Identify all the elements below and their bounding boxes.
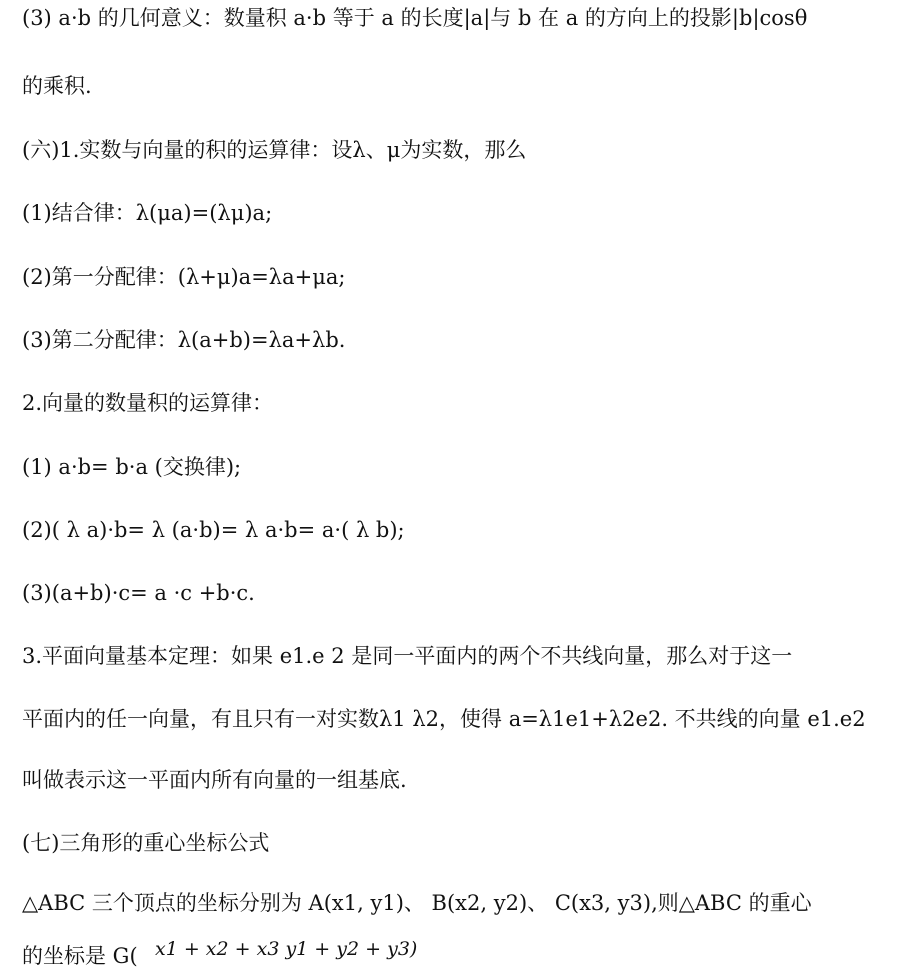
centroid-formula-prefix: 的坐标是 G(	[22, 944, 138, 968]
centroid-formula: x1 + x2 + x3 y1 + y2 + y3)	[155, 938, 418, 960]
basic-theorem-line-3: 叫做表示这一平面内所有向量的一组基底.	[22, 768, 407, 792]
section-6-heading: (六)1.实数与向量的积的运算律：设λ、μ为实数，那么	[22, 138, 527, 162]
basic-theorem-line-2: 平面内的任一向量，有且只有一对实数λ1 λ2，使得 a=λ1e1+λ2e2. 不共线的向量 e1.e2	[22, 707, 866, 731]
distributive-dot-law: (3)(a+b)·c= a ·c +b·c.	[22, 581, 255, 605]
centroid-description: △ABC 三个顶点的坐标分别为 A(x1, y1)、 B(x2, y2)、 C(x3, y3),则△ABC 的重心	[22, 891, 812, 915]
dot-product-laws-heading: 2.向量的数量积的运算律：	[22, 391, 274, 415]
basic-theorem-line-1: 3.平面向量基本定理：如果 e1.e 2 是同一平面内的两个不共线向量，那么对于这一	[22, 644, 793, 668]
scalar-dot-law: (2)( λ a)·b= λ (a·b)= λ a·b= a·( λ b);	[22, 518, 405, 542]
second-distributive-law: (3)第二分配律：λ(a+b)=λa+λb.	[22, 328, 346, 352]
section-7-heading: (七)三角形的重心坐标公式	[22, 831, 270, 855]
associative-law: (1)结合律：λ(μa)=(λμ)a;	[22, 201, 273, 225]
first-distributive-law: (2)第一分配律：(λ+μ)a=λa+μa;	[22, 265, 346, 289]
commutative-law: (1) a·b= b·a (交换律);	[22, 455, 242, 479]
text-line-1: (3) a·b 的几何意义：数量积 a·b 等于 a 的长度|a|与 b 在 a 的方向上的投影|b|cosθ	[22, 6, 808, 30]
text-line-2: 的乘积.	[22, 74, 92, 98]
